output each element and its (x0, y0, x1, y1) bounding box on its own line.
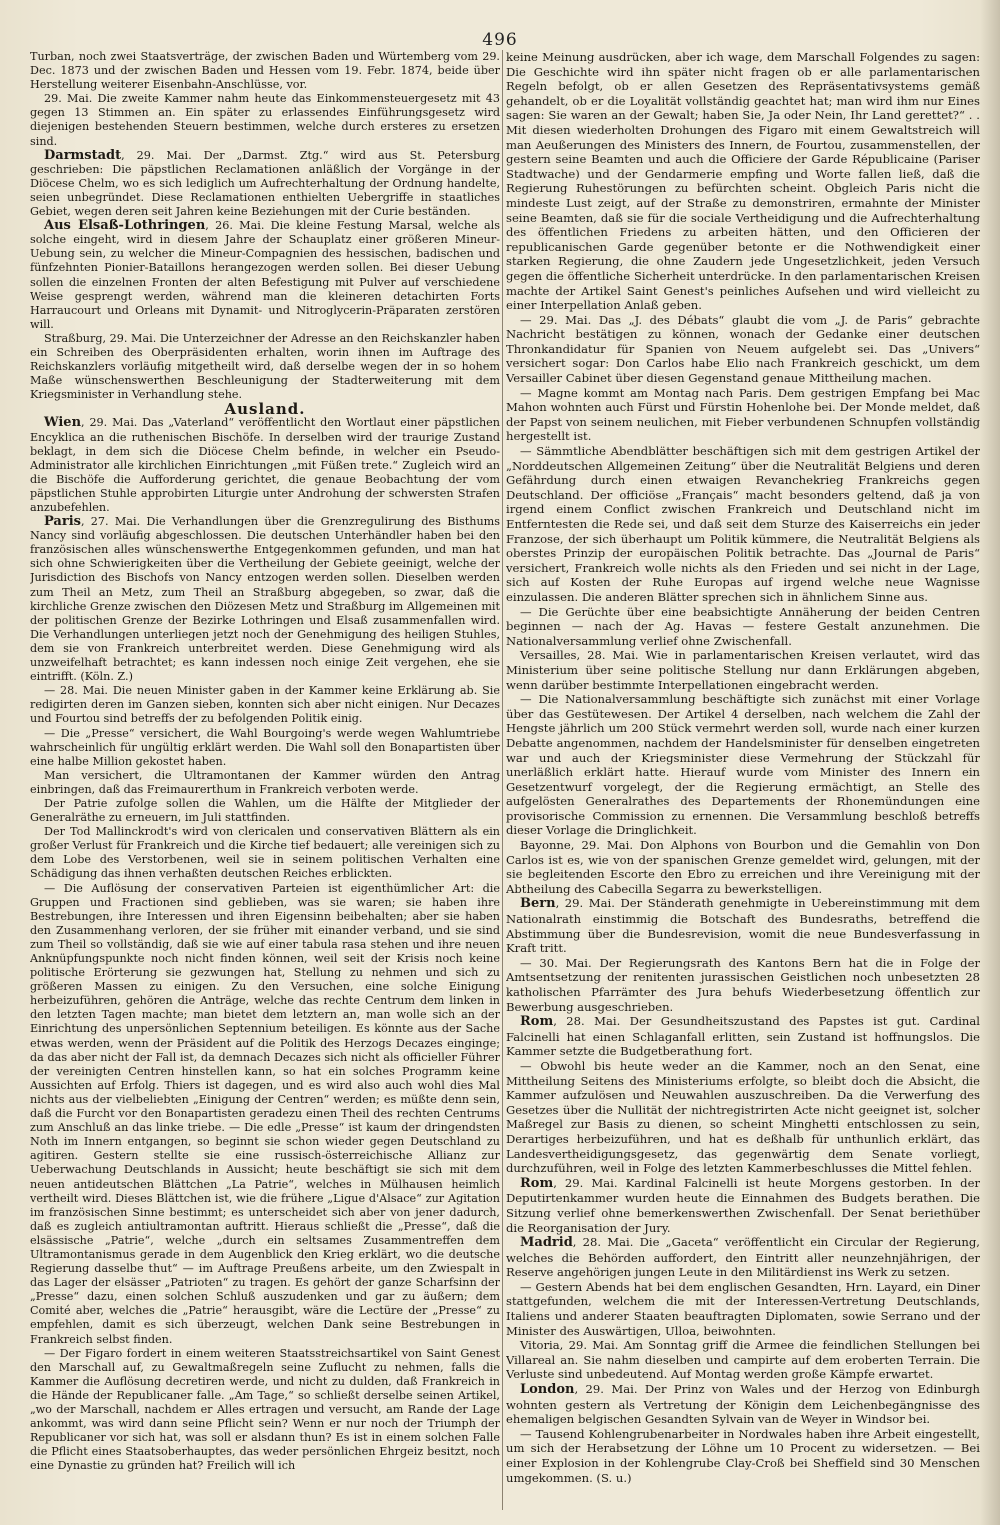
article-paragraph (30, 825, 500, 881)
article-paragraph (506, 50, 980, 313)
article-paragraph (30, 769, 500, 797)
dateline-place: Madrid (520, 1235, 573, 1251)
dateline-place: Wien (44, 415, 82, 431)
paragraph-text: Bayonne, 29. Mai. Don Alphons von Bourbon und die Gemahlin von Don Carlos ist es, wie von der spanischen Grenze gemeldet wird, gelungen, mit der sie begleitenden Escorte den Ebro zu erreichen und ihre Vereinigung mit der Abtheilung des Cabecilla Segarra zu bewerkstelligen. (506, 838, 980, 896)
paragraph-text: Der Tod Mallinckrodt's wird von clericalen und conservativen Blättern als ein großer Verlust für Frankreich und die Kirche tief bedauert; alle vereinigen sich zu dem Lobe des Verstorbenen, weil sie in seinem politischen Verhalten eine Schädigung das ihnen verhaßten deutschen Reiches erblickten. (30, 825, 500, 881)
paragraph-text: Versailles, 28. Mai. Wie in parlamentarischen Kreisen verlautet, wird das Ministerium über seine politische Stellung nur dann Erklärungen abgeben, wenn darüber bestimmte Interpellationen eingebracht werden. (506, 648, 980, 692)
paragraph-text: Vitoria, 29. Mai. Am Sonntag griff die Armee die feindlichen Stellungen bei Villareal an. Sie nahm dieselben und campirte auf dem eroberten Terrain. Die Verluste sind unbedeutend. Auf Montag werden große Kämpfe erwartet. (506, 1338, 980, 1382)
article-paragraph (506, 1427, 980, 1485)
article-paragraph (506, 1280, 980, 1338)
paragraph-text: , 29. Mai. Der „Darmst. Ztg.“ wird aus St. Petersburg geschrieben: Die päpstlichen Reclamationen anläßlich der Vorgänge in der Diöcese Chelm, wo es sich lediglich um Aufrechterhaltung der Ordnung handelte, seien unbegründet. Diese Reclamationen enthielten Uebergriffe in staatliches Gebiet, wegen deren seit Jahren keine Beziehungen mit der Curie beständen. (30, 148, 500, 219)
section-heading: Ausland. (224, 400, 306, 419)
article-paragraph (506, 386, 980, 444)
paragraph-text: keine Meinung ausdrücken, aber ich wage, dem Marschall Folgendes zu sagen: Die Geschichte wird ihn später nicht fragen ob er alle parlamentarischen Regeln befolgt, ob er allen Gesetzen des Repräsentativsystems gemäß gehandelt, ob er die Loyalität vollständig geachtet hat; man wird ihm nur Eines sagen: Sie waren an der Gewalt; haben Sie, Ja oder Nein, Ihr Land gerettet?“ . . Mit diesen wiederholten Drohungen des Figaro mit einem Gewaltstreich will man Aeußerungen des Ministers des Innern, de Fourtou, zusammenstellen, der gestern seine Beamten und auch die Officiere der Garde Républicaine (Pariser Stadtwache) und der Gendarmerie empfing und Worte fallen ließ, daß die Regierung Ruhestörungen zu befürchten scheint. Obgleich Paris nicht die mindeste Lust zeigt, auf der Straße zu demonstriren, ermahnte der Minister seine Beamten, daß sie für die sociale Vertheidigung und die Aufrechterhaltung des öffentlichen Friedens zu arbeiten hätten, und den Officieren der republicanischen Garde gegenüber betonte er die Nothwendigkeit einer starken Regierung, die ohne Zaudern jede Ungesetzlichkeit, jeden Versuch gegen die öffentliche Sicherheit unterdrücke. In den parlamentarischen Kreisen machte der Artikel Saint Genest's peinliches Aufsehen und wird vielleicht zu einer Interpellation Anlaß geben. (506, 50, 980, 313)
article-paragraph (506, 1382, 980, 1427)
page-number: 496 (482, 30, 518, 50)
article-paragraph (30, 149, 500, 219)
article-paragraph (506, 605, 980, 649)
dateline-place: Darmstadt (44, 147, 122, 163)
article-paragraph (30, 515, 500, 684)
left-column (30, 50, 500, 1510)
paragraph-text: , 28. Mai. Der Gesundheitszustand des Papstes ist gut. Cardinal Falcinelli hat einen Schlaganfall erlitten, sein Zustand ist hoffnungslos. Die Kammer setzte die Budgetberathung fort. (506, 1014, 980, 1059)
paragraph-text: Der Patrie zufolge sollen die Wahlen, um die Hälfte der Mitglieder der Generalräthe zu erneuern, im Juli stattfinden. (30, 796, 500, 825)
dateline-place: Bern (520, 896, 556, 912)
column-divider (502, 50, 503, 1510)
right-column (506, 50, 980, 1510)
article-paragraph (506, 1338, 980, 1382)
article-paragraph (30, 92, 500, 148)
page-edge-shadow (980, 0, 1000, 1525)
article-paragraph (506, 313, 980, 386)
paragraph-text: — Die Nationalversammlung beschäftigte sich zunächst mit einer Vorlage über das Gestütewesen. Der Artikel 4 derselben, nach welchem die Zahl der Hengste jährlich um 200 Stück vermehrt werden soll, wurde nach einer kurzen Debatte angenommen, nachdem der Handelsminister für denselben eingetreten war und auch der Kriegsminister diese Vermehrung der Stückzahl für unerläßlich erklärt hatte. Hierauf wurde vom Minister des Innern ein Gesetzentwurf vorgelegt, der die Regierung ermächtigt, an Stelle des aufgelösten Generalrathes des Departements der Rhonemündungen eine provisorische Commission zu ernennen. Die Versammlung beschloß betreffs dieser Vorlage die Dringlichkeit. (506, 692, 980, 838)
paragraph-text: Turban, noch zwei Staatsverträge, der zwischen Baden und Würtemberg vom 29. Dec. 1873 und der zwischen Baden und Hessen vom 19. Febr. 1874, beide über Herstellung weiterer Eisenbahn-Anschlüsse, vor. (30, 50, 500, 92)
dateline-place: London (520, 1382, 575, 1398)
paragraph-text: — Sämmtliche Abendblätter beschäftigen sich mit dem gestrigen Artikel der „Norddeutschen Allgemeinen Zeitung“ über die Neutralität Belgiens und deren Gefährdung durch einen etwaigen Revanchekrieg Frankreichs gegen Deutschland. Der officiöse „Français“ macht besonders geltend, daß ja von irgend einem Conflict zwischen Frankreich und Deutschland nicht im Entferntesten die Rede sei, und daß seit dem Sturze des Kaiserreichs ein jeder Franzose, der sich überhaupt um Politik kümmere, die Neutralität Belgiens als oberstes Prinzip der europäischen Politik betrachte. Das „Journal de Paris“ versichert, Frankreich wolle nichts als den Frieden und sei nicht in der Lage, sich auf Kosten der Ruhe Europas auf irgend welche neue Wagnisse einzulassen. Die anderen Blätter sprechen sich in ähnlichem Sinne aus. (506, 444, 980, 604)
article-paragraph (506, 444, 980, 605)
article-paragraph (30, 882, 500, 1347)
paragraph-text: — Die Auflösung der conservativen Parteien ist eigenthümlicher Art: die Gruppen und Fractionen sind geblieben, was sie waren; sie haben ihre Bestrebungen, ihre Interessen und ihren Eigensinn beibehalten; aber sie haben den Zusammenhang verloren, der sie früher mit einander verband, und sie sind zum Theil so vollständig, daß sie wie auf einer tabula rasa stehen und ihre neuen Anknüpfungspunkte noch nicht finden können, weil seit der Krisis noch keine politische Erörterung sie gezwungen hat, Stellung zu nehmen und sich zu größeren Massen zu einigen. Zu den Versuchen, eine solche Einigung herbeizuführen, gehören die Anträge, welche das rechte Centrum dem linken in den letzten Tagen machte; man bietet dem letztern an, man wolle sich an der Einrichtung des unpersönlichen Septennium beteiligen. Es könnte aus der Sache etwas werden, wenn der Präsident auf die Politik des Herzogs Decazes einginge; da das aber nicht der Fall ist, da demnach Decazes sich nicht als officieller Führer der vereinigten Centren hinstellen kann, so hat ein solches Programm keine Aussichten auf Erfolg. Thiers ist dagegen, und es wird also auch wohl dies Mal nichts aus der vielbeliebten „Einigung der Centren“ werden; es müßte denn sein, daß die Furcht vor den Bonapartisten geradezu einen Theil des rechten Centrums zum Anschluß an das linke triebe. — Die edle „Presse“ ist kaum der dringendsten Noth im Innern entgangen, so beginnt sie schon wieder gegen Deutschland zu agitiren. Gestern stellte sie eine russisch-österreichische Allianz zur Ueberwachung Deutschlands in Aussicht; heute beschäftigt sie sich mit dem neuen antideutschen Blättchen „La Patrie“, welches in Mülhausen heimlich vertheilt wird. Dieses Blättchen ist, wie die frühere „Ligue d'Alsace“ zur Agitation im französischen Sinne bestimmt; es unterscheidet sich aber von jener dadurch, daß es zugleich antiultramontan auftritt. Hieraus schließt die „Presse“, daß die elsässische „Patrie“, welche „durch ein seltsames Zusammentreffen dem Ultramontanismus gerade in dem Augenblick den Krieg erklärt, wo die deutsche Regierung dasselbe thut“ — im Auftrage Preußens arbeite, um den Zwiespalt in das Lager der elsässer „Patrioten“ zu tragen. Es gehört der ganze Scharfsinn der „Presse“ dazu, einen solchen Schluß auszudenken und gar zu äußern; dem Comité aber, welches die „Patrie“ herausgibt, wäre die Lectüre der „Presse“ zu empfehlen, damit es sich überzeugt, welchen Dank seine Bestrebungen in Frankreich selbst finden. (30, 881, 500, 1346)
paragraph-text: , 29. Mai. Kardinal Falcinelli ist heute Morgens gestorben. In der Deputirtenkammer wurden heute die Einnahmen des Budgets berathen. Die Sitzung verlief ohne bemerkenswerthen Zwischenfall. Der Senat beriethüber die Reorganisation der Jury. (506, 1175, 980, 1235)
paragraph-text: 29. Mai. Die zweite Kammer nahm heute das Einkommensteuergesetz mit 43 gegen 13 Stimmen an. Ein später zu erlassendes Einführungsgesetz wird diejenigen bestehenden Steuern bestimmen, welche durch ersteres zu ersetzen sind. (30, 92, 500, 148)
article-paragraph (30, 684, 500, 726)
paragraph-text: , 27. Mai. Die Verhandlungen über die Grenzregulirung des Bisthums Nancy sind vorläufig abgeschlossen. Die deutschen Unterhändler haben bei den französischen alles wünschenswerthe Entgegenkommen gefunden, und man hat sich ohne Schwierigkeiten über die Vertheilung der Gebiete geeinigt, welche der Jurisdiction des Bischofs von Nancy entzogen werden sollen. Dieselben werden zum Theil an Metz, zum Theil an Straßburg abgegeben, so zwar, daß die kirchliche Grenze zwischen den Diözesen Metz und Straßburg im Allgemeinen mit der politischen Grenze der Bezirke Lothringen und Elsaß zusammenfallen wird. Die Verhandlungen unterliegen jetzt noch der Genehmigung des heiligen Stuhles, dem sie von Frankreich unterbreitet werden. Diese Genehmigung wird als unzweifelhaft betrachtet; es kann indessen noch einige Zeit vergehen, ehe sie eintrifft. (Köln. Z.) (30, 515, 500, 684)
article-paragraph (506, 1176, 980, 1235)
paragraph-text: , 29. Mai. Das „Vaterland“ veröffentlicht den Wortlaut einer päpstlichen Encyklica an die ruthenischen Bischöfe. In derselben wird der traurige Zustand beklagt, in dem sich die Diöcese Chelm befinde, in welcher ein Pseudo-Administrator alle kirchlichen Einrichtungen „mit Füßen trete.“ Zugleich wird an die Bischöfe die Aufforderung gerichtet, die genaue Beobachtung der vom päpstlichen Stuhle approbirten Liturgie unter Androhung der schwersten Strafen anzubefehlen. (30, 416, 500, 514)
article-paragraph (506, 1014, 980, 1059)
paragraph-text: — 30. Mai. Der Regierungsrath des Kantons Bern hat die in Folge der Amtsentsetzung der renitenten jurassischen Geistlichen noch unbesetzten 28 katholischen Pfarrämter des Jura behufs Wiederbesetzung öffentlich zur Bewerbung ausgeschrieben. (506, 955, 980, 1014)
paragraph-text: — Gestern Abends hat bei dem englischen Gesandten, Hrn. Layard, ein Diner stattgefunden, welchem die mit der Interessen-Vertretung Deutschlands, Italiens und anderer Staaten beauftragten Diplomaten, sowie Serrano und der Minister des Auswärtigen, Ulloa, beiwohnten. (506, 1279, 980, 1338)
paragraph-text: , 26. Mai. Die kleine Festung Marsal, welche als solche eingeht, wird in diesem Jahre der Schauplatz einer größeren Mineur-Uebung sein, zu welcher die Mineur-Compagnien des hessischen, badischen und fünfzehnten Pionier-Bataillons herangezogen werden sollen. Bei dieser Uebung sollen die einzelnen Fronten der alten Befestigung mit Pulver auf verschiedene Weise gesprengt werden, während man die kleineren detachirten Forts Harraucourt und Orleans mit Dynamit- und Nitroglycerin-Präparaten zerstören will. (30, 219, 500, 331)
article-paragraph (506, 692, 980, 838)
article-paragraph (506, 956, 980, 1014)
paragraph-text: — 28. Mai. Die neuen Minister gaben in der Kammer keine Erklärung ab. Sie redigirten deren im Ganzen sieben, konnten sich aber nicht einigen. Nur Decazes und Fourtou sind betreffs der zu befolgenden Politik einig. (30, 684, 500, 726)
dateline-place: Rom (520, 1175, 554, 1191)
article-paragraph (506, 838, 980, 896)
paragraph-text: — Die Gerüchte über eine beabsichtigte Annäherung der beiden Centren beginnen — nach der Ag. Havas — festere Gestalt anzunehmen. Die Nationalversammlung verlief ohne Zwischenfall. (506, 604, 980, 648)
paragraph-text: — Die „Presse“ versichert, die Wahl Bourgoing's werde wegen Wahlumtriebe wahrscheinlich für ungültig erklärt werden. Die Wahl soll den Bonapartisten über eine halbe Million gekostet haben. (30, 726, 500, 768)
paragraph-text: , 29. Mai. Der Prinz von Wales und der Herzog von Edinburgh wohnten gestern als Vertretung der Königin dem Leichenbegängnisse des ehemaligen belgischen Gesandten Sylvain van de Weyer in Windsor bei. (506, 1382, 980, 1427)
article-paragraph (30, 727, 500, 769)
dateline-place: Paris (44, 514, 81, 530)
paragraph-text: — Magne kommt am Montag nach Paris. Dem gestrigen Empfang bei Mac Mahon wohnten auch Fürst und Fürstin Hohenlohe bei. Der Monde meldet, daß der Papst von seinem neulichen, mit Fieber verbundenen Schnupfen vollständig hergestellt ist. (506, 385, 980, 444)
paragraph-text: — Der Figaro fordert in einem weiteren Staatsstreichsartikel von Saint Genest den Marschall auf, zu Gewaltmaßregeln seine Zuflucht zu nehmen, falls die Kammer die Auflösung decretiren werde, und nicht zu dulden, daß Frankreich in die Hände der Republicaner falle. „Am Tage,“ so schließt derselbe seinen Artikel, „wo der Marschall, nachdem er Alles ertragen und versucht, am Rande der Lage ankommt, was wird dann seine Pflicht sein? Wenn er nur noch der Triumph der Republicaner vor sich hat, was soll er alsdann thun? Es ist in einem solchen Falle die Pflicht eines Staatsoberhauptes, das weder persönlichen Ehrgeiz besitzt, noch eine Dynastie zu gründen hat? Freilich will ich (30, 1346, 500, 1473)
article-paragraph (506, 896, 980, 955)
article-paragraph (30, 1347, 500, 1474)
article-paragraph (30, 797, 500, 825)
paragraph-text: , 29. Mai. Der Ständerath genehmigte in Uebereinstimmung mit dem Nationalrath einstimmig die Botschaft des Bundesraths, betreffend die Abstimmung über die Bundesrevision, womit die neue Bundesverfassung in Kraft tritt. (506, 896, 980, 956)
paragraph-text: Man versichert, die Ultramontanen der Kammer würden den Antrag einbringen, daß das Freimaurerthum in Frankreich verboten werde. (30, 768, 500, 796)
paragraph-text: — Tausend Kohlengrubenarbeiter in Nordwales haben ihre Arbeit eingestellt, um sich der Herabsetzung der Löhne um 10 Procent zu widersetzen. — Bei einer Explosion in der Kohlengrube Clay-Croß bei Sheffield sind 30 Menschen umgekommen. (S. u.) (506, 1426, 980, 1485)
article-paragraph (30, 416, 500, 515)
article-paragraph (30, 50, 500, 92)
paragraph-text: Straßburg, 29. Mai. Die Unterzeichner der Adresse an den Reichskanzler haben ein Schreiben des Oberpräsidenten erhalten, worin ihnen im Auftrage des Reichskanzlers vorläufig mitgetheilt wird, daß derselbe wegen der in so hohem Maße wünschenswerthen Beschleunigung der Stadterweiterung mit dem Kriegsminister in Verhandlung stehe. (30, 331, 500, 402)
dateline-place: Aus Elsaß-Lothringen (44, 218, 206, 234)
article-paragraph (30, 219, 500, 332)
paragraph-text: — Obwohl bis heute weder an die Kammer, noch an den Senat, eine Mittheilung Seitens des Ministeriums erfolgte, so bleibt doch die Absicht, die Kammer aufzulösen und Neuwahlen auszuschreiben. Da die Verwerfung des Gesetzes über die Nullität der nichtregistrirten Acte nicht geeignet ist, solcher Maßregel zur Basis zu dienen, so scheint Minghetti entschlossen zu sein, Derartiges herbeizuführen, und hat es deßhalb für unthunlich erklärt, das Landesvertheidigungsgesetz, das gegenwärtig dem Senate vorliegt, durchzuführen, weil in Folge des letzten Kammerbeschlusses die Mittel fehlen. (506, 1058, 980, 1176)
article-paragraph (506, 1059, 980, 1176)
article-paragraph (506, 648, 980, 692)
paragraph-text: — 29. Mai. Das „J. des Débats“ glaubt die vom „J. de Paris“ gebrachte Nachricht bestätigen zu können, wonach der Gedanke einer deutschen Thronkandidatur für Spanien von Neuem aufgelebt sei. Das „Univers“ versichert sogar: Don Carlos habe Elio nach Frankreich geschickt, um dem Versailler Cabinet über diesen Gegenstand genaue Mittheilung machen. (506, 312, 980, 386)
paragraph-text: , 28. Mai. Die „Gaceta“ veröffentlicht ein Circular der Regierung, welches die Behörden auffordert, den Eintritt aller neunzehnjährigen, der Reserve angehörigen jungen Leute in den Militärdienst ins Werk zu setzen. (506, 1235, 980, 1280)
article-paragraph (30, 332, 500, 402)
dateline-place: Rom (520, 1014, 554, 1030)
article-paragraph (506, 1235, 980, 1280)
